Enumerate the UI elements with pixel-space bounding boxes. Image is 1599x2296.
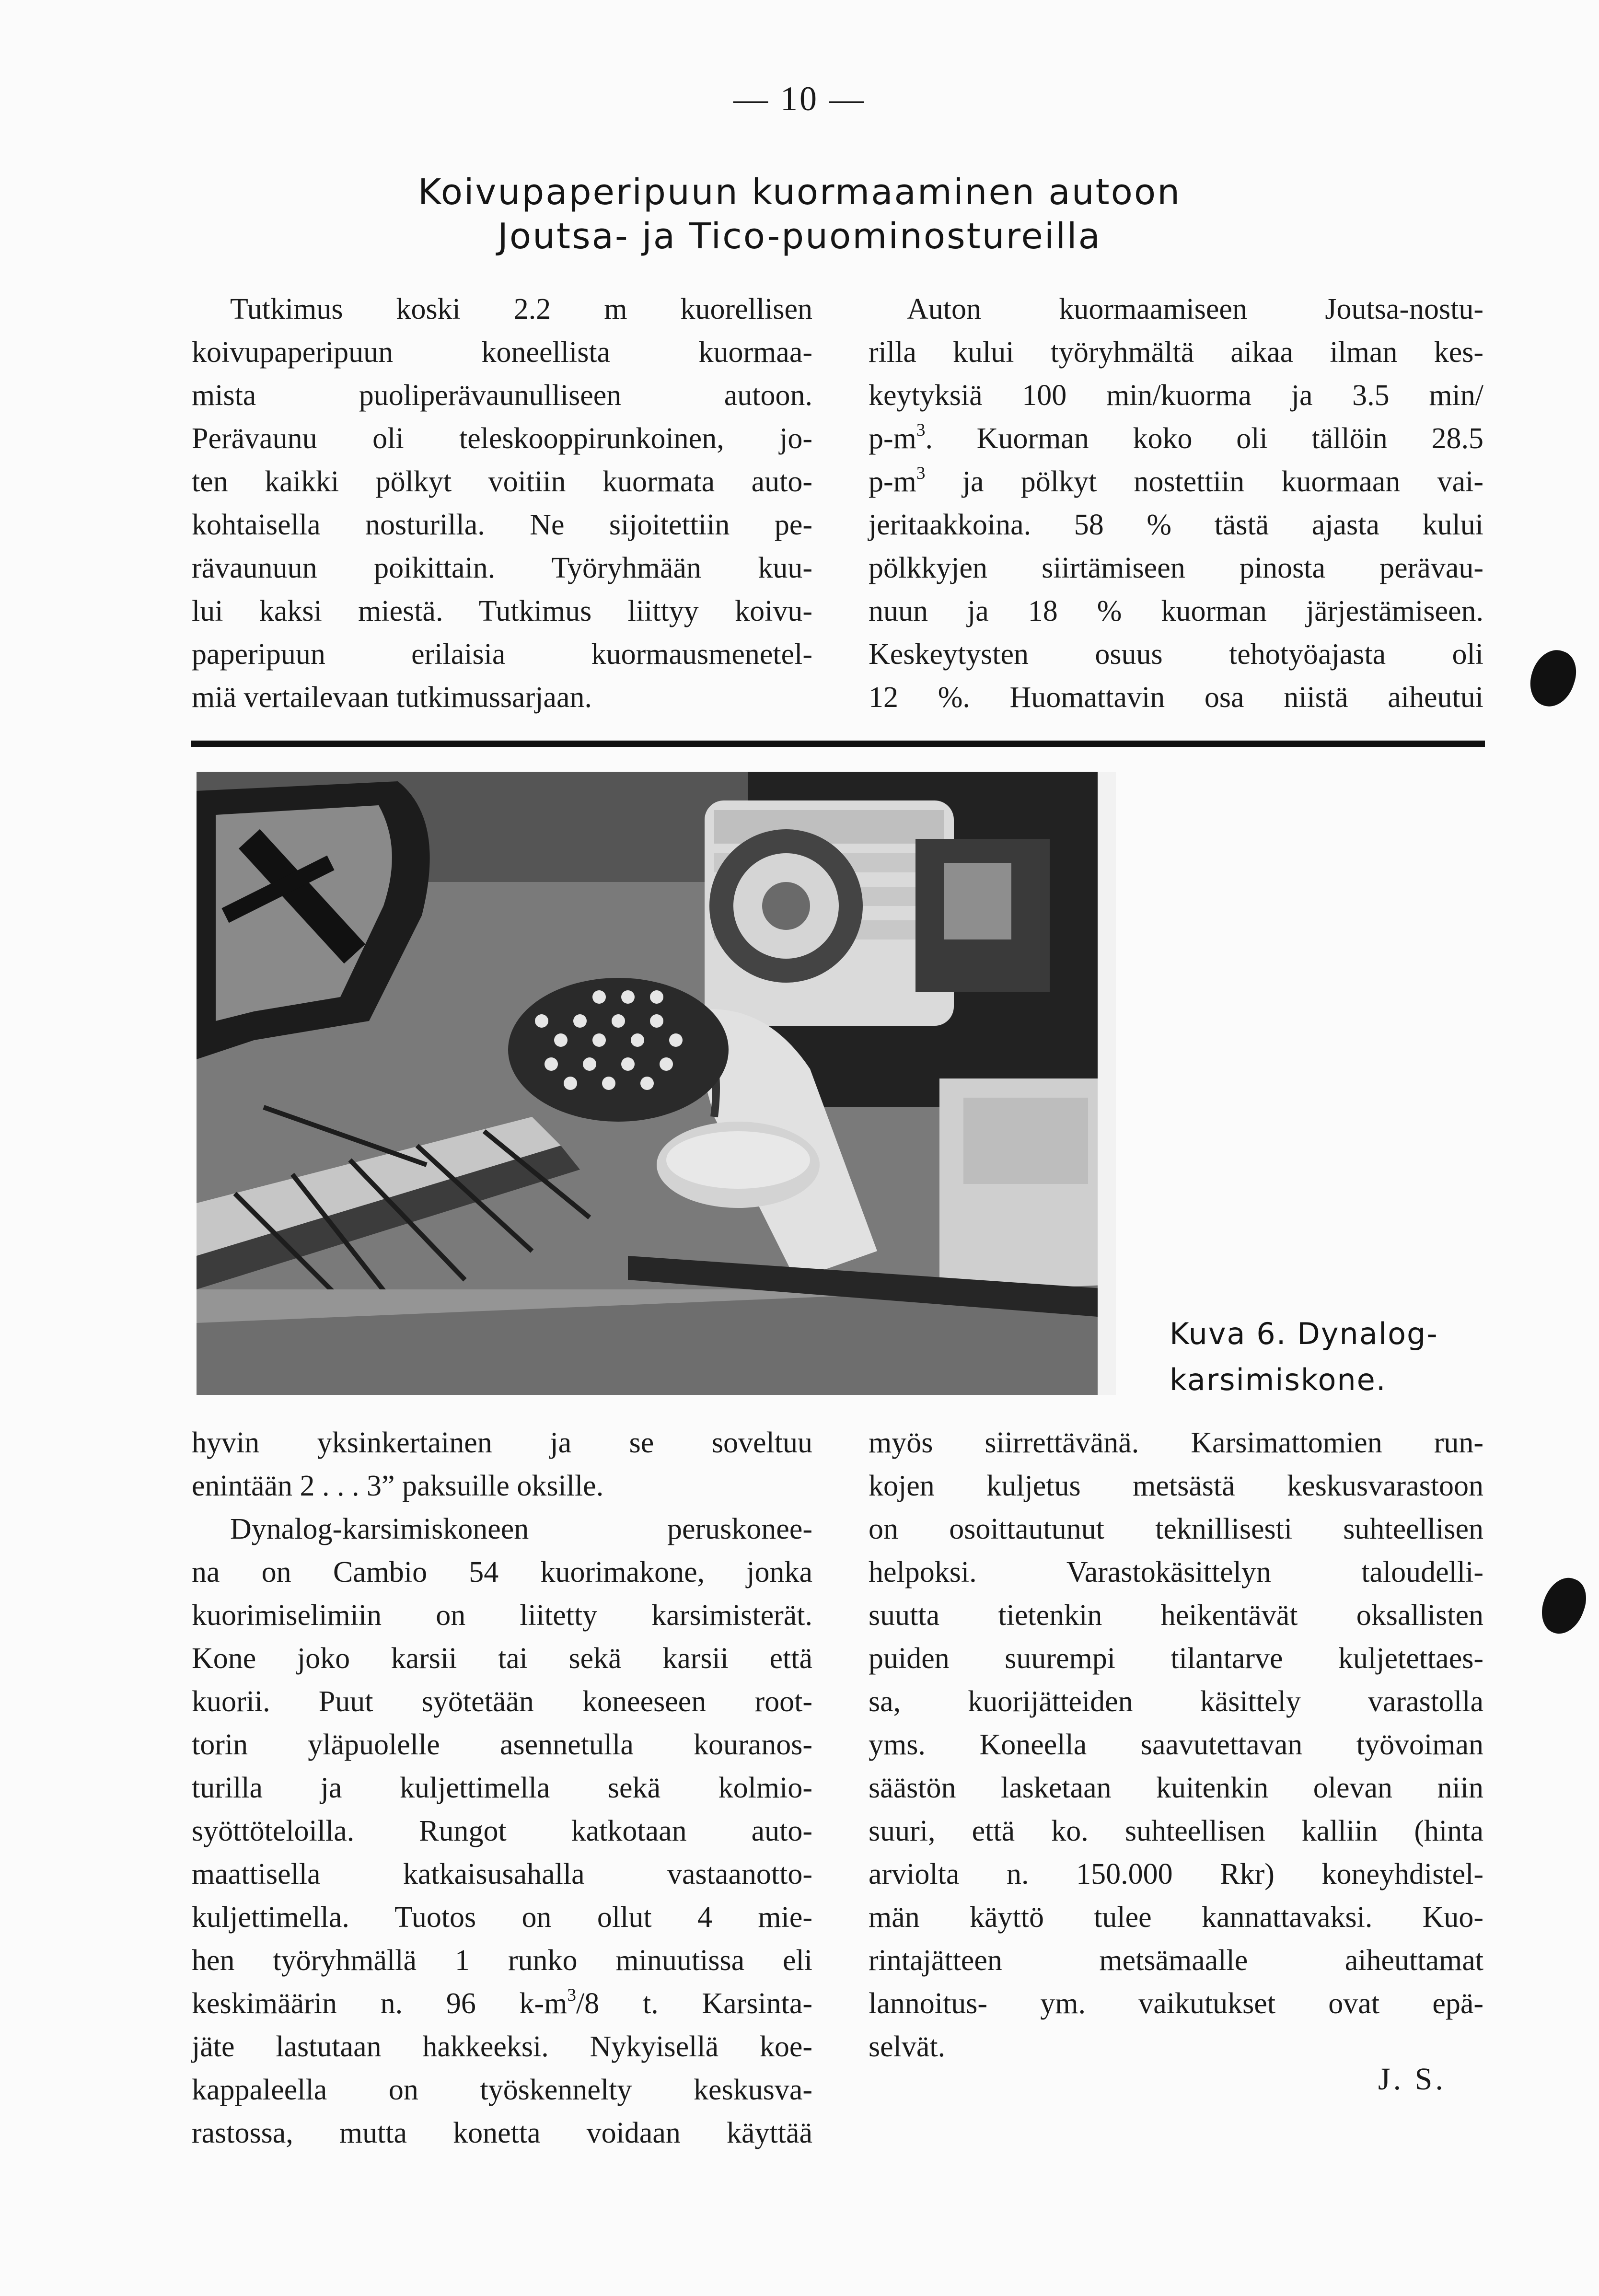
dynalog-delimbing-machine-photo (197, 772, 1116, 1395)
text-line: lui kaksi miestä. Tutkimus liittyy koivu- (192, 595, 812, 627)
text-line: kuorii. Puut syötetään koneeseen root- (192, 1685, 812, 1718)
text-line: arviolta n. 150.000 Rkr) koneyhdistel- (869, 1858, 1483, 1890)
text-line: rävaunuun poikittain. Työryhmään kuu- (192, 552, 812, 584)
text-line: 12 %. Huomattavin osa niistä aiheutui (869, 681, 1483, 714)
text-line: na on Cambio 54 kuorimakone, jonka (192, 1556, 812, 1589)
text-line: rintajätteen metsämaalle aiheuttamat (869, 1944, 1483, 1977)
text-line: suutta tietenkin heikentävät oksallisten (869, 1599, 1483, 1632)
intro-paragraph-left (192, 288, 812, 719)
article-title-line-2: Joutsa- ja Tico-puominostureilla (498, 216, 1101, 257)
text-line: syöttöteloilla. Rungot katkotaan auto- (192, 1815, 812, 1847)
text-line: kojen kuljetus metsästä keskusvarastoon (869, 1470, 1483, 1502)
text-line: suuri, että ko. suhteellisen kalliin (hinta (869, 1815, 1483, 1847)
text-line: män käyttö tulee kannattavaksi. Kuo- (869, 1901, 1483, 1934)
text-line: sa, kuorijätteiden käsittely varastolla (869, 1685, 1483, 1718)
text-line: mista puoliperävaunulliseen autoon. (192, 379, 812, 412)
text-line: hen työryhmällä 1 runko minuutissa eli (192, 1944, 812, 1977)
text-line: nuun ja 18 % kuorman järjestämiseen. (869, 595, 1483, 627)
text-line: enintään 2 . . . 3” paksuille oksille. (192, 1470, 604, 1502)
text-line: kohtaisella nosturilla. Ne sijoitettiin pe- (192, 509, 812, 541)
text-line: helpoksi. Varastokäsittelyn taloudelli- (869, 1556, 1483, 1589)
text-line: torin yläpuolelle asennetulla kouranos- (192, 1728, 812, 1761)
text-line: pölkkyjen siirtämiseen pinosta perävau- (869, 552, 1483, 584)
text-line: Keskeytysten osuus tehotyöajasta oli (869, 638, 1483, 671)
text-line: kuorimiselimiin on liitetty karsimisterät. (192, 1599, 812, 1632)
text-line: Perävaunu oli teleskooppirunkoinen, jo- (192, 422, 812, 455)
text-line: kuljettimella. Tuotos on ollut 4 mie- (192, 1901, 812, 1934)
text-line: säästön lasketaan kuitenkin olevan niin (869, 1772, 1483, 1804)
text-line: lannoitus- ym. vaikutukset ovat epä- (869, 1987, 1483, 2020)
text-line: $p-m^3$ ja pölkyt nostettiin kuormaan vai- (869, 463, 1483, 498)
text-line: turilla ja kuljettimella sekä kolmio- (192, 1772, 812, 1804)
intro-paragraph-right (869, 288, 1483, 719)
text-line: puiden suurempi tilantarve kuljetettaes- (869, 1642, 1483, 1675)
text-line: selvät. (869, 2030, 946, 2063)
text-line: Dynalog-karsimiskoneen peruskonee- (230, 1513, 812, 1545)
figure-caption-line-2: karsimiskone. (1170, 1362, 1387, 1397)
text-line: paperipuun erilaisia kuormausmenetel- (192, 638, 812, 671)
text-line: jeritaakkoina. 58 % tästä ajasta kului (869, 509, 1483, 541)
body-paragraph-left (192, 1421, 812, 2155)
text-line: yms. Koneella saavutettavan työvoiman (869, 1728, 1483, 1761)
text-line: kappaleella on työskennelty keskusva- (192, 2074, 812, 2106)
page-number: — 10 — (733, 80, 866, 118)
binding-hole-mark-lower (1535, 1572, 1593, 1640)
text-line: keytyksiä 100 min/kuorma ja 3.5 min/ (869, 379, 1483, 412)
text-line: Kone joko karsii tai sekä karsii että (192, 1642, 812, 1675)
article-title-line-1: Koivupaperipuun kuormaaminen autoon (417, 172, 1182, 213)
text-line: Auton kuormaamiseen Joutsa-nostu- (907, 293, 1483, 325)
text-line: maattisella katkaisusahalla vastaanotto- (192, 1858, 812, 1890)
binding-hole-mark-upper (1524, 644, 1583, 712)
text-line: on osoittautunut teknillisesti suhteellisen (869, 1513, 1483, 1545)
section-rule (191, 741, 1485, 747)
figure-caption-line-1: Kuva 6. Dynalog- (1170, 1316, 1438, 1351)
text-line: rastossa, mutta konetta voidaan käyttää (192, 2117, 812, 2149)
text-line: Tutkimus koski 2.2 m kuorellisen (230, 293, 812, 325)
body-paragraph-right (869, 1421, 1483, 2068)
text-line: jäte lastutaan hakkeeksi. Nykyisellä koe- (192, 2030, 812, 2063)
text-line: keskimäärin n. 96 $k-m^3/8$ t. Karsinta- (192, 1985, 812, 2020)
text-line: koivupaperipuun koneellista kuormaa- (192, 336, 812, 369)
text-line: rilla kului työryhmältä aikaa ilman kes- (869, 336, 1483, 369)
text-line: ten kaikki pölkyt voitiin kuormata auto- (192, 465, 812, 498)
text-line: miä vertailevaan tutkimussarjaan. (192, 681, 592, 714)
text-line: myös siirrettävänä. Karsimattomien run- (869, 1426, 1483, 1459)
author-signature: J. S. (1378, 2062, 1446, 2097)
text-line: hyvin yksinkertainen ja se soveltuu (192, 1426, 812, 1459)
text-line: $p-m^3$. Kuorman koko oli tällöin 28.5 (869, 420, 1483, 455)
